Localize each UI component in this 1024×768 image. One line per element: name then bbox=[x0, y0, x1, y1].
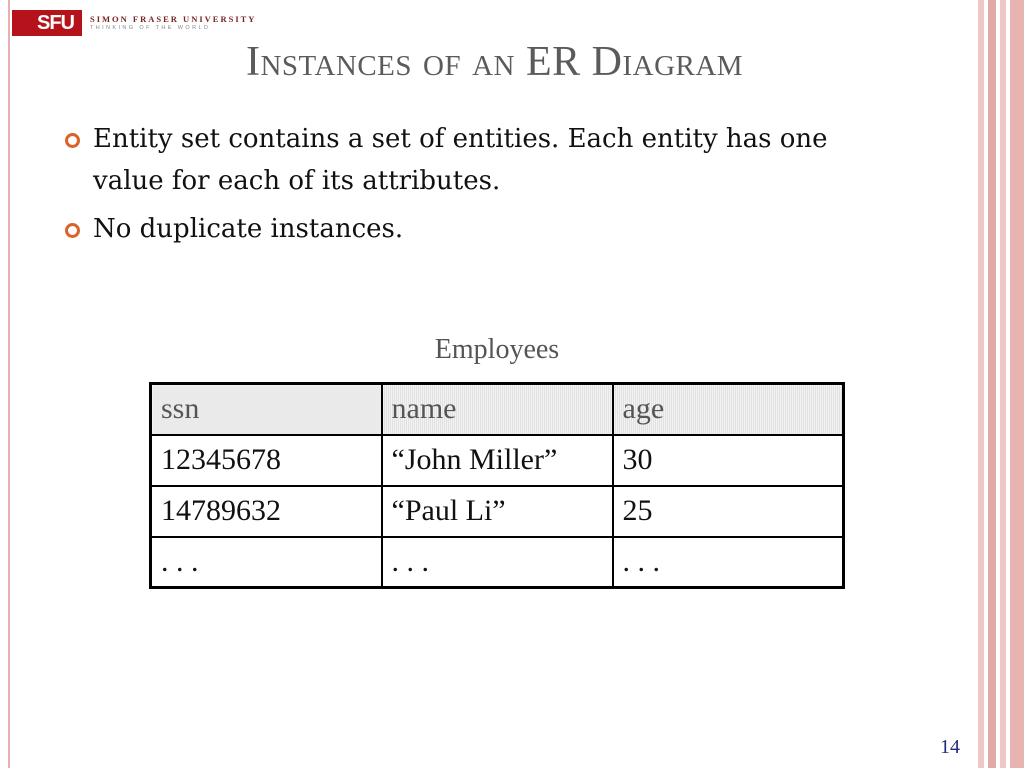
stripe-2 bbox=[988, 0, 996, 768]
table-row bbox=[151, 435, 844, 486]
table-header-cell: age bbox=[613, 384, 844, 435]
table-header-cell: name bbox=[382, 384, 613, 435]
logo-mark: SFU bbox=[12, 10, 82, 36]
table-cell: 30 bbox=[613, 435, 844, 486]
table-cell: . . . bbox=[613, 537, 844, 588]
logo-wordmark bbox=[90, 15, 256, 32]
circle-bullet-icon bbox=[65, 223, 80, 238]
table-cell: 12345678 bbox=[151, 435, 382, 486]
table-cell: . . . bbox=[382, 537, 613, 588]
logo-tagline: THINKING OF THE WORLD bbox=[90, 25, 211, 31]
table-cell: 14789632 bbox=[151, 486, 382, 537]
table-row bbox=[151, 537, 844, 588]
table-cell: . . . bbox=[151, 537, 382, 588]
stripe-3 bbox=[1000, 0, 1006, 768]
page-number: 14 bbox=[940, 736, 960, 758]
table-caption: Employees bbox=[434, 334, 560, 365]
left-border-rule bbox=[8, 0, 10, 768]
table-row bbox=[151, 486, 844, 537]
bullet-list bbox=[62, 118, 882, 256]
table-header-cell: ssn bbox=[151, 384, 382, 435]
slide-title: Instances of an ER Diagram bbox=[246, 39, 744, 85]
bullet-text: Entity set contains a set of entities. Each entity has one value for each of its attributes. bbox=[93, 124, 828, 196]
bullet-item bbox=[62, 118, 882, 202]
bullet-text: No duplicate instances. bbox=[93, 214, 404, 244]
logo-university-name: SIMON FRASER UNIVERSITY bbox=[90, 13, 257, 24]
circle-bullet-icon bbox=[65, 133, 80, 148]
employees-table bbox=[149, 382, 845, 589]
stripe-4 bbox=[1010, 0, 1024, 768]
stripe-1 bbox=[978, 0, 984, 768]
table-cell: “John Miller” bbox=[382, 435, 613, 486]
bullet-item bbox=[62, 208, 882, 250]
table-cell: “Paul Li” bbox=[382, 486, 613, 537]
sfu-logo bbox=[12, 10, 256, 36]
table-cell: 25 bbox=[613, 486, 844, 537]
table-header-row bbox=[151, 384, 844, 435]
right-decorative-stripes bbox=[978, 0, 1024, 768]
